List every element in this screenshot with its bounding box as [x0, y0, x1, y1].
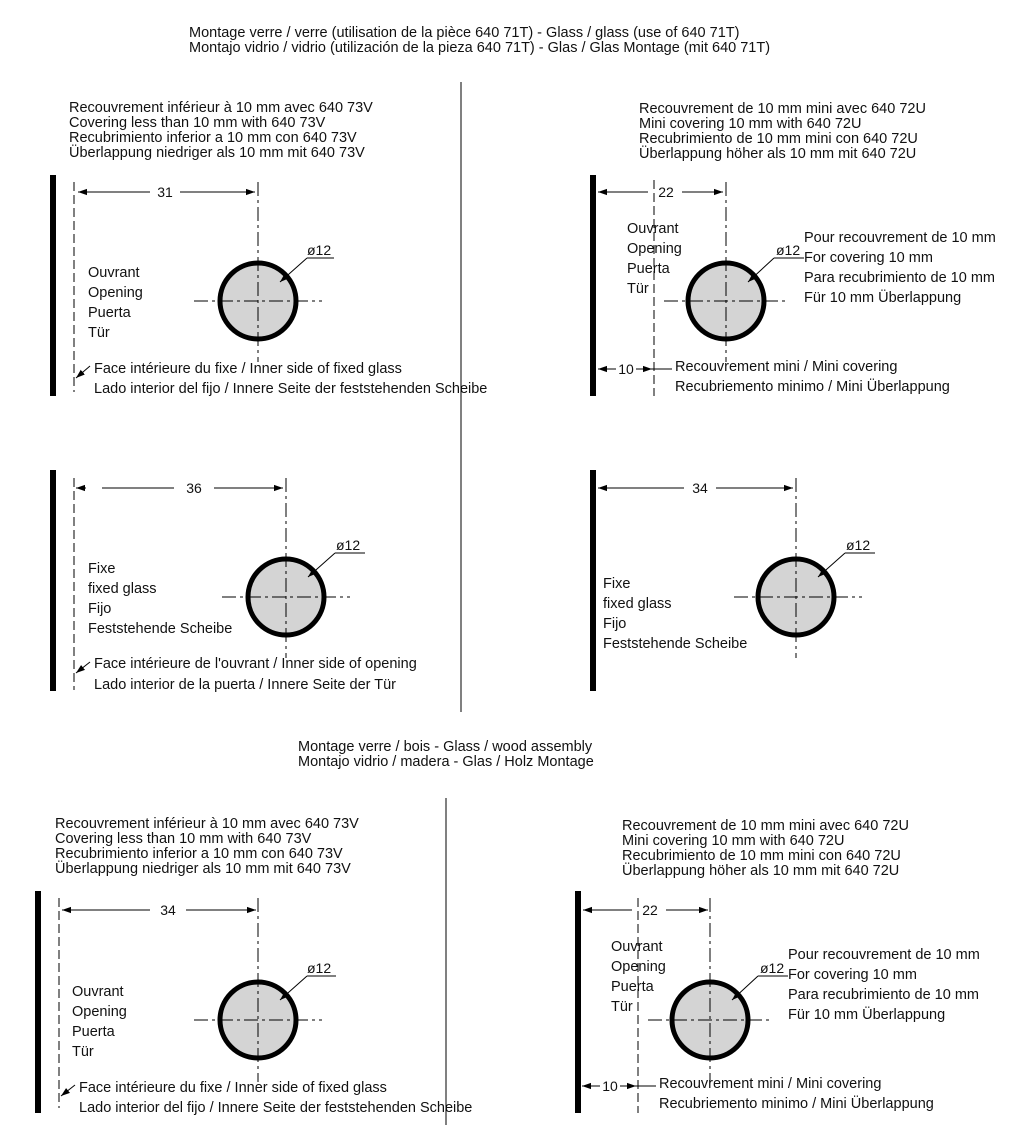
panel-6-heading-1: Recouvrement de 10 mm mini avec 640 72U — [622, 818, 909, 834]
panel-1-heading-4: Überlappung niedriger als 10 mm mit 640 73V — [69, 145, 365, 161]
panel-3-label-3: Fijo — [88, 601, 112, 617]
top-header-line-1: Montage verre / verre (utilisation de la pièce 640 71T) - Glass / glass (use of 640 71T) — [189, 25, 740, 41]
panel-2-heading-3: Recubrimiento de 10 mm mini con 640 72U — [639, 131, 918, 147]
panel-1-label-3: Puerta — [88, 305, 131, 321]
panel-2-label-2: Opening — [627, 241, 682, 257]
panel-6-min-value: 10 — [602, 1078, 618, 1094]
panel-6-note-4: Für 10 mm Überlappung — [788, 1007, 946, 1023]
panel-2-note-3: Para recubrimiento de 10 mm — [804, 270, 995, 286]
panel-6-covering-1: Recouvrement mini / Mini covering — [659, 1076, 882, 1092]
panel-3-dia-label: ø12 — [336, 537, 361, 553]
panel-4-dia-leader — [818, 553, 845, 577]
panel-2-label-3: Puerta — [627, 261, 670, 277]
panel-6-note-2: For covering 10 mm — [788, 967, 917, 983]
panel-5-face-2: Lado interior del fijo / Innere Seite der feststehenden Scheibe — [79, 1100, 473, 1116]
panel-6-note-3: Para recubrimiento de 10 mm — [788, 987, 979, 1003]
panel-3-dia-leader — [308, 553, 335, 577]
panel-6 — [578, 818, 980, 1113]
panel-1-dim-value: 31 — [157, 184, 173, 200]
panel-4-label-1: Fixe — [603, 576, 631, 592]
panel-1-label-1: Ouvrant — [88, 265, 140, 281]
panel-3-label-1: Fixe — [88, 561, 116, 577]
panel-1-label-4: Tür — [88, 325, 110, 341]
panel-2-heading-1: Recouvrement de 10 mm mini avec 640 72U — [639, 101, 926, 117]
panel-1-dia-label: ø12 — [307, 242, 332, 258]
panel-5-dim-value: 34 — [160, 902, 176, 918]
panel-5-heading-3: Recubrimiento inferior a 10 mm con 640 73V — [55, 846, 343, 862]
panel-3-dim-value: 36 — [186, 480, 202, 496]
panel-6-dia-leader — [732, 976, 758, 1000]
panel-6-label-4: Tür — [611, 999, 633, 1015]
panel-2-label-1: Ouvrant — [627, 221, 679, 237]
panel-2-note-4: Für 10 mm Überlappung — [804, 290, 962, 306]
panel-6-label-1: Ouvrant — [611, 939, 663, 955]
panel-1-face-2: Lado interior del fijo / Innere Seite der feststehenden Scheibe — [94, 381, 488, 397]
panel-6-note-1: Pour recouvrement de 10 mm — [788, 947, 980, 963]
panel-4-label-2: fixed glass — [603, 596, 672, 612]
panel-4 — [593, 470, 875, 691]
panel-2-label-4: Tür — [627, 281, 649, 297]
panel-6-heading-2: Mini covering 10 mm with 640 72U — [622, 833, 845, 849]
panel-1 — [53, 100, 487, 397]
panel-1-heading-2: Covering less than 10 mm with 640 73V — [69, 115, 326, 131]
panel-5 — [38, 816, 472, 1116]
panel-2-dim-value: 22 — [658, 184, 674, 200]
panel-5-label-4: Tür — [72, 1044, 94, 1060]
panel-2-heading-4: Überlappung höher als 10 mm mit 640 72U — [639, 146, 917, 162]
panel-3-face-1: Face intérieure de l'ouvrant / Inner side of opening — [94, 656, 417, 672]
panel-6-heading-4: Überlappung höher als 10 mm mit 640 72U — [622, 863, 900, 879]
panel-6-covering-2: Recubriemento minimo / Mini Überlappung — [659, 1096, 934, 1112]
panel-5-dia-label: ø12 — [307, 960, 332, 976]
panel-4-dia-label: ø12 — [846, 537, 871, 553]
middle-header-line-2: Montajo vidrio / madera - Glas / Holz Montage — [298, 754, 594, 770]
panel-5-label-3: Puerta — [72, 1024, 115, 1040]
panel-6-dim-value: 22 — [642, 902, 658, 918]
middle-header-line-1: Montage verre / bois - Glass / wood assembly — [298, 739, 593, 755]
panel-3-face-leader — [76, 662, 90, 673]
panel-5-label-1: Ouvrant — [72, 984, 124, 1000]
panel-1-heading-3: Recubrimiento inferior a 10 mm con 640 73V — [69, 130, 357, 146]
panel-6-label-2: Opening — [611, 959, 666, 975]
panel-2-note-1: Pour recouvrement de 10 mm — [804, 230, 996, 246]
panel-1-label-2: Opening — [88, 285, 143, 301]
panel-5-heading-2: Covering less than 10 mm with 640 73V — [55, 831, 312, 847]
panel-2-heading-2: Mini covering 10 mm with 640 72U — [639, 116, 862, 132]
top-header-line-2: Montajo vidrio / vidrio (utilización de la pieza 640 71T) - Glas / Glas Montage (mit 640 71T) — [189, 40, 771, 56]
top-header — [189, 25, 770, 56]
panel-3-face-2: Lado interior de la puerta / Innere Seite der Tür — [94, 677, 397, 693]
panel-2 — [593, 101, 996, 396]
panel-2-covering-2: Recubriemento minimo / Mini Überlappung — [675, 379, 950, 395]
panel-1-face-leader — [76, 366, 90, 378]
panel-5-face-1: Face intérieure du fixe / Inner side of fixed glass — [79, 1080, 387, 1096]
panel-3-label-4: Feststehende Scheibe — [88, 621, 233, 637]
panel-3 — [53, 470, 417, 693]
panel-2-dia-label: ø12 — [776, 242, 801, 258]
panel-1-face-1: Face intérieure du fixe / Inner side of fixed glass — [94, 361, 402, 377]
middle-header — [298, 739, 594, 770]
panel-2-covering-1: Recouvrement mini / Mini covering — [675, 359, 898, 375]
panel-2-min-value: 10 — [618, 361, 634, 377]
panel-2-note-2: For covering 10 mm — [804, 250, 933, 266]
panel-5-heading-1: Recouvrement inférieur à 10 mm avec 640 73V — [55, 816, 359, 832]
panel-4-label-3: Fijo — [603, 616, 627, 632]
panel-4-dim-value: 34 — [692, 480, 708, 496]
panel-3-label-2: fixed glass — [88, 581, 157, 597]
panel-4-label-4: Feststehende Scheibe — [603, 636, 748, 652]
panel-1-heading-1: Recouvrement inférieur à 10 mm avec 640 73V — [69, 100, 373, 116]
panel-5-label-2: Opening — [72, 1004, 127, 1020]
panel-6-label-3: Puerta — [611, 979, 654, 995]
panel-5-face-leader — [61, 1085, 75, 1096]
panel-5-heading-4: Überlappung niedriger als 10 mm mit 640 73V — [55, 861, 351, 877]
panel-5-dia-leader — [280, 976, 307, 1000]
panel-6-heading-3: Recubrimiento de 10 mm mini con 640 72U — [622, 848, 901, 864]
panel-6-dia-label: ø12 — [760, 960, 785, 976]
